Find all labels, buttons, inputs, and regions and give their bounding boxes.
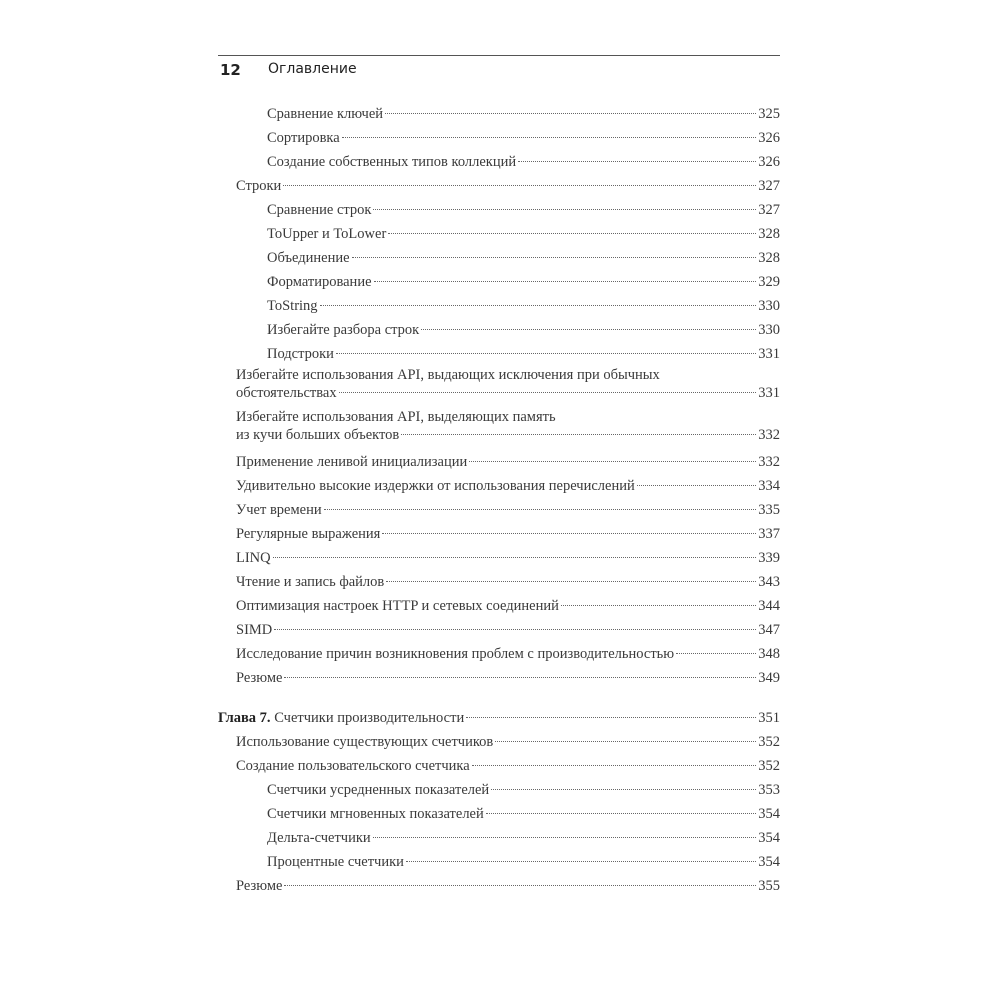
entry-title: Оптимизация настроек HTTP и сетевых соединений xyxy=(236,598,559,614)
dot-leader xyxy=(401,434,756,435)
entry-page: 328 xyxy=(758,250,780,266)
entry-page: 354 xyxy=(758,854,780,870)
table-of-contents xyxy=(218,102,780,898)
entry-page: 351 xyxy=(758,710,780,726)
page-number: 12 xyxy=(220,61,241,79)
toc-entry xyxy=(218,198,780,222)
chapter-label: Глава 7. xyxy=(218,710,271,726)
entry-title: Применение ленивой инициализации xyxy=(236,454,468,470)
dot-leader xyxy=(382,533,756,534)
toc-entry xyxy=(218,546,780,570)
entry-page: 353 xyxy=(758,782,780,798)
dot-leader xyxy=(373,837,757,838)
entry-page: 330 xyxy=(758,322,780,338)
toc-entry xyxy=(218,522,780,546)
dot-leader xyxy=(466,717,756,718)
entry-page: 329 xyxy=(758,274,780,290)
dot-leader xyxy=(491,789,756,790)
dot-leader xyxy=(421,329,756,330)
entry-title: Резюме xyxy=(236,670,283,686)
entry-title: Счетчики усредненных показателей xyxy=(267,782,490,798)
entry-title: Сортировка xyxy=(267,130,340,146)
toc-entry xyxy=(218,366,780,408)
toc-entry xyxy=(218,270,780,294)
toc-entry xyxy=(218,778,780,802)
toc-entry xyxy=(218,618,780,642)
dot-leader xyxy=(676,653,756,654)
entry-page: 343 xyxy=(758,574,780,590)
entry-title: Регулярные выражения xyxy=(236,526,381,542)
entry-page: 354 xyxy=(758,830,780,846)
entry-page: 330 xyxy=(758,298,780,314)
dot-leader xyxy=(374,281,757,282)
dot-leader xyxy=(342,137,757,138)
toc-entry xyxy=(218,594,780,618)
toc-entry xyxy=(218,294,780,318)
toc-entry xyxy=(218,246,780,270)
dot-leader xyxy=(561,605,756,606)
toc-entry xyxy=(218,408,780,450)
entry-page: 334 xyxy=(758,478,780,494)
toc-entry xyxy=(218,850,780,874)
entry-title: Процентные счетчики xyxy=(267,854,404,870)
toc-entry xyxy=(218,222,780,246)
dot-leader xyxy=(486,813,756,814)
entry-page: 332 xyxy=(758,427,780,443)
toc-entry xyxy=(218,826,780,850)
toc-chapter-entry xyxy=(218,706,780,730)
dot-leader xyxy=(385,113,756,114)
entry-page: 327 xyxy=(758,202,780,218)
dot-leader xyxy=(284,885,756,886)
entry-page: 331 xyxy=(758,346,780,362)
entry-title: Резюме xyxy=(236,878,283,894)
entry-page: 344 xyxy=(758,598,780,614)
toc-entry xyxy=(218,570,780,594)
entry-title: обстоятельствах xyxy=(236,385,337,401)
entry-title: Чтение и запись файлов xyxy=(236,574,385,590)
entry-title: ToString xyxy=(267,298,318,314)
entry-page: 355 xyxy=(758,878,780,894)
dot-leader xyxy=(373,209,756,210)
entry-page: 352 xyxy=(758,734,780,750)
dot-leader xyxy=(386,581,756,582)
entry-page: 348 xyxy=(758,646,780,662)
dot-leader xyxy=(284,677,756,678)
entry-title: Использование существующих счетчиков xyxy=(236,734,494,750)
entry-page: 349 xyxy=(758,670,780,686)
dot-leader xyxy=(469,461,756,462)
entry-title: Подстроки xyxy=(267,346,334,362)
entry-title: LINQ xyxy=(236,550,271,566)
entry-page: 335 xyxy=(758,502,780,518)
dot-leader xyxy=(352,257,757,258)
toc-entry xyxy=(218,150,780,174)
entry-page: 347 xyxy=(758,622,780,638)
header-rule xyxy=(218,55,780,56)
dot-leader xyxy=(339,392,757,393)
entry-page: 328 xyxy=(758,226,780,242)
entry-title: ToUpper и ToLower xyxy=(267,226,387,242)
toc-entry xyxy=(218,666,780,690)
dot-leader xyxy=(406,861,756,862)
entry-title: Объединение xyxy=(267,250,350,266)
entry-title: Создание собственных типов коллекций xyxy=(267,154,517,170)
entry-page: 354 xyxy=(758,806,780,822)
entry-page: 339 xyxy=(758,550,780,566)
entry-page: 337 xyxy=(758,526,780,542)
entry-title: Учет времени xyxy=(236,502,322,518)
toc-entry xyxy=(218,754,780,778)
entry-page: 325 xyxy=(758,106,780,122)
dot-leader xyxy=(283,185,756,186)
dot-leader xyxy=(320,305,757,306)
dot-leader xyxy=(472,765,757,766)
entry-title-line1: Избегайте использования API, выделяющих память xyxy=(236,409,556,425)
toc-entry xyxy=(218,802,780,826)
toc-entry xyxy=(218,126,780,150)
entry-title: Сравнение строк xyxy=(267,202,372,218)
entry-page: 332 xyxy=(758,454,780,470)
dot-leader xyxy=(495,741,756,742)
dot-leader xyxy=(637,485,757,486)
toc-entry xyxy=(218,474,780,498)
entry-title: Избегайте разбора строк xyxy=(267,322,420,338)
entry-title: Счетчики мгновенных показателей xyxy=(267,806,484,822)
toc-entry xyxy=(218,730,780,754)
entry-page: 326 xyxy=(758,154,780,170)
entry-title: Строки xyxy=(236,178,282,194)
entry-title: Создание пользовательского счетчика xyxy=(236,758,470,774)
toc-entry xyxy=(218,318,780,342)
dot-leader xyxy=(324,509,757,510)
entry-page: 326 xyxy=(758,130,780,146)
toc-entry xyxy=(218,874,780,898)
dot-leader xyxy=(336,353,756,354)
toc-entry xyxy=(218,174,780,198)
dot-leader xyxy=(274,629,756,630)
entry-title: Удивительно высокие издержки от использования перечислений xyxy=(236,478,635,494)
entry-page: 331 xyxy=(758,385,780,401)
entry-title: Дельта-счетчики xyxy=(267,830,371,846)
entry-title: из кучи больших объектов xyxy=(236,427,400,443)
toc-entry xyxy=(218,642,780,666)
entry-page: 327 xyxy=(758,178,780,194)
dot-leader xyxy=(273,557,757,558)
toc-entry xyxy=(218,342,780,366)
entry-page: 352 xyxy=(758,758,780,774)
entry-title: SIMD xyxy=(236,622,273,638)
entry-title: Исследование причин возникновения проблем с производительностью xyxy=(236,646,675,662)
dot-leader xyxy=(518,161,756,162)
entry-title: Счетчики производительности xyxy=(274,710,465,726)
toc-entry xyxy=(218,102,780,126)
entry-title-line1: Избегайте использования API, выдающих исключения при обычных xyxy=(236,367,660,383)
entry-title: Сравнение ключей xyxy=(267,106,384,122)
toc-entry xyxy=(218,450,780,474)
toc-entry xyxy=(218,498,780,522)
dot-leader xyxy=(388,233,756,234)
entry-title: Форматирование xyxy=(267,274,372,290)
running-title: Оглавление xyxy=(268,61,357,77)
